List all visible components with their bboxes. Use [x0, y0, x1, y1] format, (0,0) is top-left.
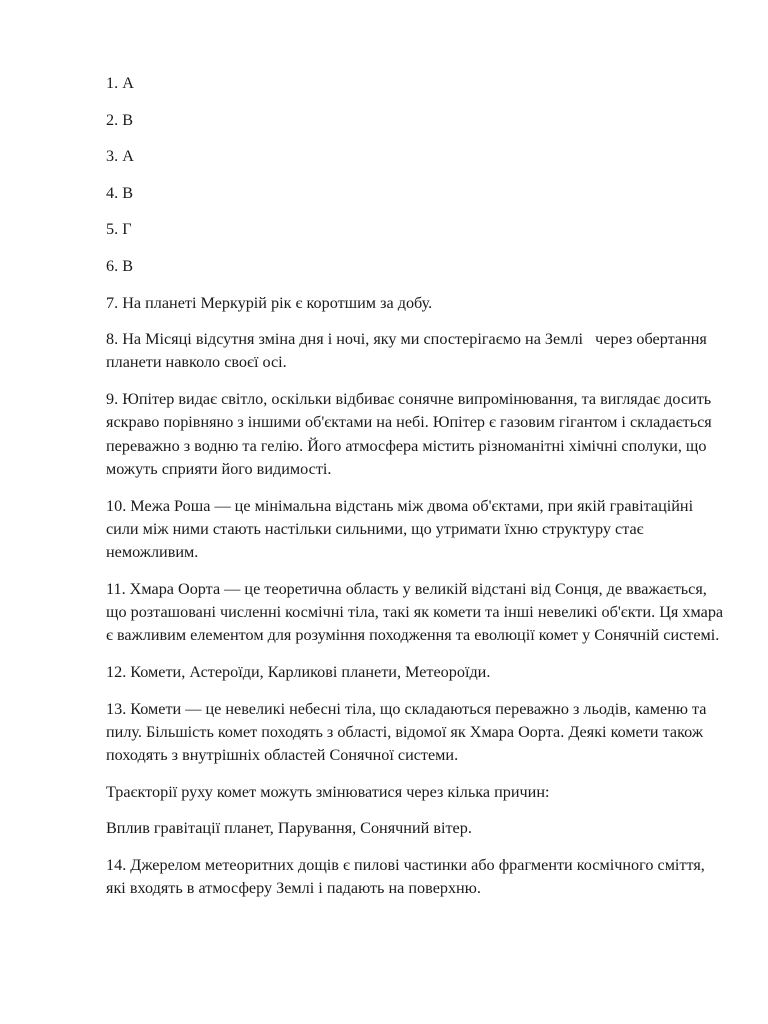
answer-13-trajectory-causes: Вплив гравітації планет, Парування, Сонячний вітер.: [106, 819, 472, 838]
answer-8: 8. На Місяці відсутня зміна дня і ночі, яку ми спостерігаємо на Землі через обертання планети навколо своєї осі.: [106, 330, 711, 372]
answer-3: 3. А: [106, 147, 134, 166]
answer-11: 11. Хмара Оорта — це теоретична область у великій відстані від Сонця, де вважається, що розташовані численні космічні тіла, такі як комети та інші невеликі об'єкти. Ця хмара є важливим елементом для розуміння походження та еволюції комет у Сонячній системі.: [106, 579, 728, 645]
document-page: [106, 72, 726, 914]
answer-12: 12. Комети, Астероїди, Карликові планети, Метеороїди.: [106, 662, 491, 681]
answer-9: 9. Юпітер видає світло, оскільки відбиває сонячне випромінювання, та виглядає досить яскраво порівняно з іншими об'єктами на небі. Юпітер є газовим гігантом і складається переважно з водню та гелію. Його атмосфера містить різноманітні хімічні сполуки, що можуть сприяти його видимості.: [106, 390, 716, 478]
answer-14: 14. Джерелом метеоритних дощів є пилові частинки або фрагменти космічного сміття, які входять в атмосферу Землі і падають на поверхню.: [106, 855, 709, 898]
answer-10: 10. Межа Роша — це мінімальна відстань між двома об'єктами, при якій гравітаційні сили між ними стають настільки сильними, що утримати їхню структуру стає неможливим.: [106, 496, 698, 562]
answer-13: 13. Комети — це невеликі небесні тіла, що складаються переважно з льодів, каменю та пилу. Більшість комет походять з області, відомої як Хмара Оорта. Деякі комети також походять з внутрішніх областей Сонячної системи.: [106, 699, 711, 765]
answer-1: 1. А: [106, 74, 134, 92]
answer-2: 2. В: [106, 110, 133, 129]
answer-4: 4. В: [106, 183, 133, 202]
answer-7: 7. На планеті Меркурій рік є коротшим за добу.: [106, 293, 433, 312]
answer-13-trajectory-intro: Траєкторії руху комет можуть змінюватися через кілька причин:: [106, 782, 550, 801]
answer-6: 6. В: [106, 256, 133, 275]
answer-5: 5. Г: [106, 220, 132, 239]
